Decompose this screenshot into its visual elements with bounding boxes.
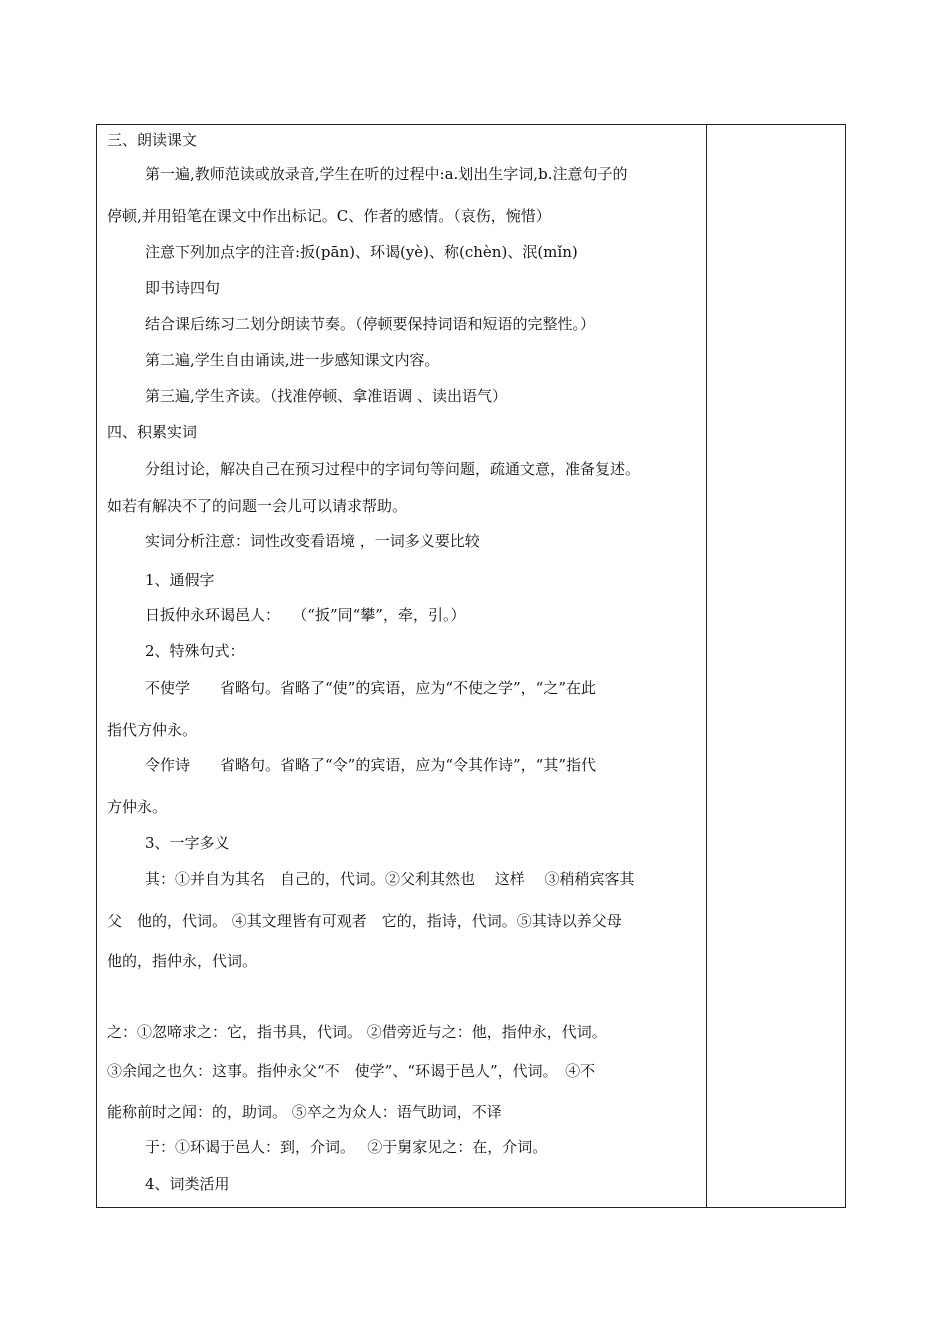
paragraph-line: 之：①忽啼求之：它，指书具，代词。 ②借旁近与之：他，指仲永，代词。 [107,1023,607,1041]
subheading-polysemy: 3、一字多义 [145,834,230,852]
section-heading-vocabulary: 四、积累实词 [107,423,198,441]
paragraph-line: 注意下列加点字的注音:扳(pān)、环谒(yè)、称(chèn)、泯(mǐn) [145,243,578,261]
paragraph-line: 如若有解决不了的问题一会儿可以请求帮助。 [107,497,408,515]
paragraph-line: 父 他的，代词。 ④其文理皆有可观者 它的，指诗，代词。⑤其诗以养父母 [107,912,622,930]
paragraph-line: 方仲永。 [107,798,168,816]
paragraph-line: 他的，指仲永，代词。 [107,952,258,970]
paragraph-line: 第一遍,教师范读或放录音,学生在听的过程中:a.划出生字词,b.注意句子的 [145,165,628,183]
paragraph-line: 分组讨论，解决自己在预习过程中的字词句等问题，疏通文意，准备复述。 [145,460,641,478]
paragraph-line: 不使学 省略句。省略了“使”的宾语，应为“不使之学”，“之”在此 [145,679,597,697]
paragraph-line: 其：①并自为其名 自己的，代词。②父利其然也 这样 ③稍稍宾客其 [145,870,635,888]
paragraph-line: 结合课后练习二划分朗读节奏。（停顿要保持词语和短语的完整性。） [145,315,596,333]
paragraph-line: 指代方仲永。 [107,721,198,739]
paragraph-line: 第二遍,学生自由诵读,进一步感知课文内容。 [145,351,440,369]
paragraph-line: 于：①环谒于邑人：到，介词。 ②于舅家见之：在，介词。 [145,1138,548,1156]
paragraph-line: 停顿,并用铅笔在课文中作出标记。C、作者的感情。（哀伤，惋惜） [107,207,551,225]
lesson-table [96,124,846,1208]
paragraph-line: 令作诗 省略句。省略了“令”的宾语，应为“令其作诗”，“其”指代 [145,756,597,774]
paragraph-line: 日扳仲永环谒邑人： （“扳”同“攀”，牵，引。） [145,606,466,624]
paragraph-line: ③余闻之也久：这事。指仲永父“不 使学”、“环谒于邑人”，代词。 ④不 [107,1062,596,1080]
paragraph-line: 能称前时之闻：的，助词。 ⑤卒之为众人：语气助词，不译 [107,1103,502,1121]
subheading-tongjiazi: 1、通假字 [145,571,215,589]
subheading-special-sentences: 2、特殊句式： [145,642,245,660]
paragraph-line: 实词分析注意：词性改变看语境 ，一词多义要比较 [145,532,480,550]
notes-column-cell [707,125,845,1207]
section-heading-reading: 三、朗读课文 [107,131,198,149]
subheading-word-class: 4、词类活用 [145,1175,230,1193]
paragraph-line: 第三遍,学生齐读。（找准停顿、拿准语调 、读出语气） [145,387,508,405]
paragraph-line: 即书诗四句 [145,279,221,297]
